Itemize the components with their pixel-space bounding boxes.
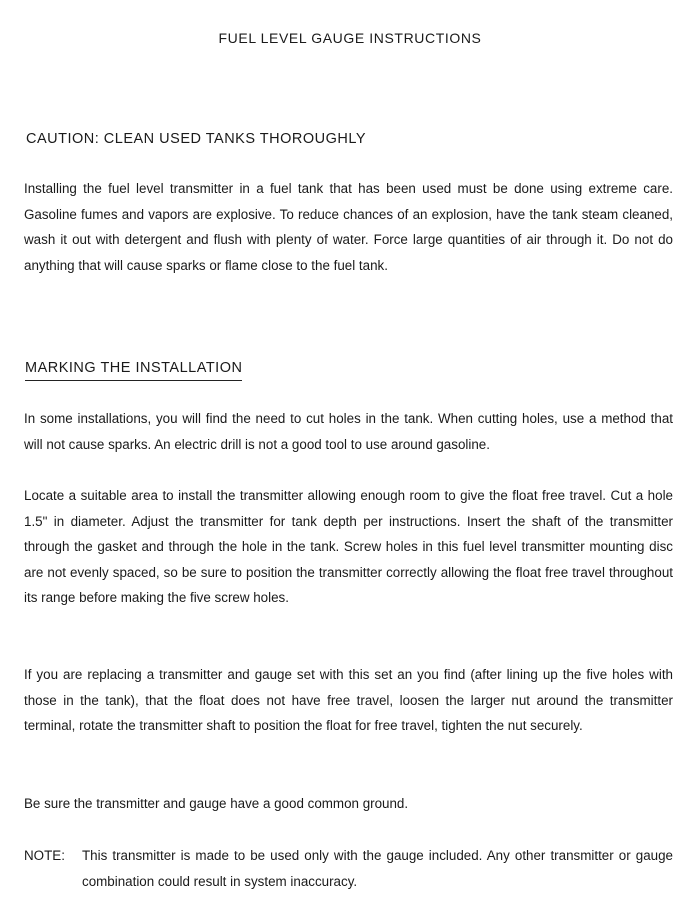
- note-block: [24, 843, 673, 894]
- caution-heading: CAUTION: CLEAN USED TANKS THOROUGHLY: [26, 131, 367, 147]
- note-label: NOTE:: [24, 848, 65, 863]
- note-text: This transmitter is made to be used only with the gauge included. Any other transmitter or gauge combination could result in system inaccuracy.: [82, 848, 673, 889]
- document-title: FUEL LEVEL GAUGE INSTRUCTIONS: [218, 30, 482, 46]
- marking-heading: MARKING THE INSTALLATION: [25, 358, 242, 381]
- marking-paragraph-2: Locate a suitable area to install the transmitter allowing enough room to give the float free travel. Cut a hole 1.5" in diameter. Adjust the transmitter for tank depth per instructions. Insert the shaft of the transmitter through the gasket and through the hole in the tank. Screw holes in this fuel level transmitter mounting disc are not evenly spaced, so be sure to position the transmitter correctly allowing the float free travel throughout its range before making the five screw holes.: [24, 488, 673, 606]
- marking-paragraph-1: In some installations, you will find the need to cut holes in the tank. When cutting holes, use a method that will not cause sparks. An electric drill is not a good tool to use around gasoline.: [24, 411, 673, 452]
- caution-paragraph: Installing the fuel level transmitter in a fuel tank that has been used must be done using extreme care. Gasoline fumes and vapors are explosive. To reduce chances of an explosion, have the tank steam cleaned, wash it out with detergent and flush with plenty of water. Force large quantities of air through it. Do not do anything that will cause sparks or flame close to the fuel tank.: [24, 181, 673, 273]
- marking-paragraph-3: If you are replacing a transmitter and gauge set with this set an you find (after lining up the five holes with those in the tank), that the float does not have free travel, loosen the larger nut around the transmitter terminal, rotate the transmitter shaft to position the float for free travel, tighten the nut securely.: [24, 667, 673, 734]
- marking-paragraph-4: Be sure the transmitter and gauge have a good common ground.: [24, 796, 409, 811]
